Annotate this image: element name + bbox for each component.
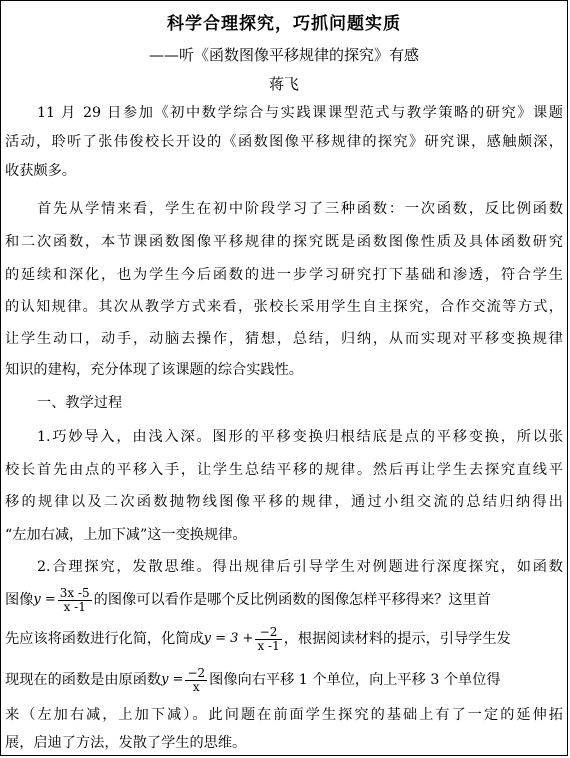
paragraph-line: 的认知规律。其次从教学方式来看，张校长采用学生自主探究，合作交流等方式，: [5, 299, 563, 315]
paragraph-line: “左加右减，上加下减”这一变换规律。: [5, 527, 247, 543]
paragraph-line: 移的规律以及二次函数抛物线图像平移的规律，通过小组交流的总结归纳得出: [5, 494, 563, 510]
paragraph-line: 让学生动口，动手，动脑去操作，猜想，总结，归纳，从而实现对平移变换规律: [5, 331, 563, 347]
formula-y-equals-3x-5-over-x-1: y = $\frac{3x -5}{x -1}$: [33, 585, 90, 614]
paragraph-line-with-formula: 先应该将函数进行化简，化简成 y = 3 + $\frac{-2}{x -1}$ ，根据阅读材料的提示，引导学生发: [5, 624, 511, 653]
article-author: 蒋飞: [268, 75, 299, 93]
formula-y-equals-3-plus-neg2-over-x-1: y = 3 + $\frac{-2}{x -1}$: [203, 624, 280, 653]
paragraph-line: 2.合理探究，发散思维。得出规律后引导学生对例题进行深度探究，如函数: [37, 559, 563, 575]
paragraph-line: 和二次函数，本节课函数图像平移规律的探究既是函数图像性质及具体函数研究: [5, 234, 563, 250]
paragraph-line: 11 月 29 日参加《初中数学综合与实践课课型范式与教学策略的研究》课题: [37, 105, 563, 121]
paragraph-line-with-formula: 图像 y = $\frac{3x -5}{x -1}$ 的图像可以看作是哪个反比例函数的图像怎样平移得来？这里首: [5, 585, 491, 614]
paragraph-line: 首先从学情来看，学生在初中阶段学习了三种函数：一次函数，反比例函数: [37, 201, 563, 217]
article-title: 科学合理探究，巧抓问题实质: [167, 14, 401, 34]
article-subtitle: ——听《函数图像平移规律的探究》有感: [148, 46, 419, 64]
paragraph-line: 1.巧妙导入，由浅入深。图形的平移变换归根结底是点的平移变换，所以张: [37, 429, 563, 445]
section-heading: 一、教学过程: [37, 395, 123, 411]
paragraph-line: 收获颇多。: [5, 163, 76, 179]
paragraph-line: 知识的建构，充分体现了该课题的综合实践性。: [5, 362, 303, 378]
paragraph-line: 来（左加右减，上加下减）。此问题在前面学生探究的基础上有了一定的延伸拓: [5, 707, 563, 723]
paragraph-line-with-formula: 现现在的函数是由原函数 y = $\frac{-2}{x}$ 图像向右平移 1 个单位，向上平移 3 个单位得: [5, 665, 501, 694]
paragraph-line: 的延续和深化，也为学生今后函数的进一步学习研究打下基础和渗透，符合学生: [5, 267, 563, 283]
paragraph-line: 活动，聆听了张伟俊校长开设的《函数图像平移规律的探究》研究课，感触颇深，: [5, 134, 563, 150]
paragraph-line: 校长首先由点的平移入手，让学生总结平移的规律。然后再让学生去探究直线平: [5, 462, 563, 478]
formula-y-equals-neg2-over-x: y = $\frac{-2}{x}$: [161, 665, 206, 694]
paragraph-line: 展，启迪了方法，发散了学生的思维。: [5, 735, 247, 751]
